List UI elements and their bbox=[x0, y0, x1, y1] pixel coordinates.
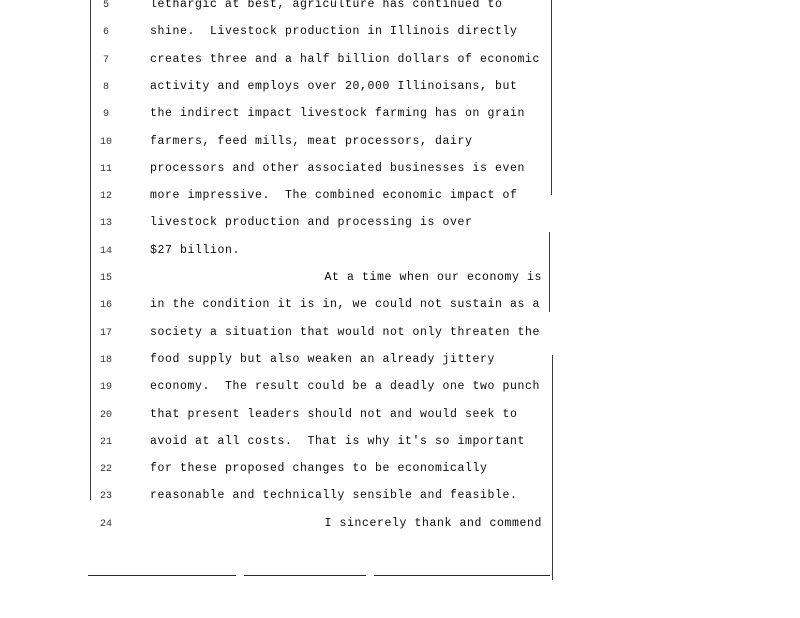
transcript-line bbox=[0, 53, 560, 73]
line-number: 19 bbox=[99, 382, 112, 394]
transcript-line bbox=[0, 162, 560, 182]
transcript-line bbox=[0, 380, 560, 400]
line-text: more impressive. The combined economic impact of bbox=[150, 189, 518, 203]
line-text: I sincerely thank and commend bbox=[324, 516, 542, 530]
line-number: 21 bbox=[99, 436, 112, 448]
line-text: $27 billion. bbox=[150, 243, 241, 257]
bottom-rule bbox=[88, 575, 236, 576]
line-text: food supply but also weaken an already jittery bbox=[150, 352, 496, 366]
transcript-line bbox=[0, 353, 560, 373]
line-text: lethargic at best, agriculture has continued to bbox=[150, 0, 503, 11]
line-number: 8 bbox=[102, 81, 109, 93]
line-number: 24 bbox=[99, 518, 112, 530]
line-text: in the condition it is in, we could not sustain as a bbox=[150, 298, 541, 312]
line-number: 9 bbox=[102, 109, 109, 121]
line-number: 17 bbox=[99, 327, 112, 339]
line-number: 13 bbox=[99, 218, 112, 230]
transcript-line bbox=[0, 189, 560, 209]
line-text: society a situation that would not only threaten the bbox=[150, 325, 541, 339]
transcript-line bbox=[0, 271, 560, 291]
line-number: 11 bbox=[99, 163, 112, 175]
line-text: livestock production and processing is over bbox=[150, 216, 473, 230]
line-text: activity and employs over 20,000 Illinoisans, but bbox=[150, 79, 518, 93]
transcript-line bbox=[0, 298, 560, 318]
line-text: that present leaders should not and would seek to bbox=[150, 407, 518, 421]
line-text: for these proposed changes to be economically bbox=[150, 462, 488, 476]
line-text: processors and other associated businesses is even bbox=[150, 161, 526, 175]
line-text: the indirect impact livestock farming has on grain bbox=[150, 107, 526, 121]
line-number: 10 bbox=[99, 136, 112, 148]
line-number: 6 bbox=[102, 27, 109, 39]
line-number: 18 bbox=[99, 354, 112, 366]
transcript-line bbox=[0, 216, 560, 236]
line-number: 5 bbox=[102, 0, 109, 11]
transcript-line bbox=[0, 517, 560, 537]
line-number: 23 bbox=[99, 491, 112, 503]
transcript-line bbox=[0, 135, 560, 155]
line-text: avoid at all costs. That is why it's so important bbox=[150, 434, 526, 448]
line-number: 12 bbox=[99, 191, 112, 203]
line-number: 22 bbox=[99, 464, 112, 476]
line-text: shine. Livestock production in Illinois directly bbox=[150, 25, 518, 39]
line-text: creates three and a half billion dollars of economic bbox=[150, 52, 541, 66]
line-text: At a time when our economy is bbox=[324, 271, 542, 284]
bottom-rule bbox=[244, 575, 366, 576]
line-number: 15 bbox=[99, 273, 112, 284]
transcript-line bbox=[0, 25, 560, 45]
transcript-line bbox=[0, 435, 560, 455]
line-number: 7 bbox=[102, 54, 109, 66]
line-number: 16 bbox=[99, 300, 112, 312]
transcript-line bbox=[0, 462, 560, 482]
transcript-line bbox=[0, 107, 560, 127]
transcript-line bbox=[0, 408, 560, 428]
line-text: economy. The result could be a deadly one two punch bbox=[150, 380, 541, 394]
line-number: 20 bbox=[99, 409, 112, 421]
transcript-line bbox=[0, 244, 560, 264]
line-text: farmers, feed mills, meat processors, dairy bbox=[150, 134, 473, 148]
transcript-line bbox=[0, 80, 560, 100]
line-text: reasonable and technically sensible and feasible. bbox=[150, 489, 518, 503]
line-number: 14 bbox=[99, 245, 112, 257]
transcript-line bbox=[0, 0, 560, 18]
transcript-line bbox=[0, 326, 560, 346]
transcript-line bbox=[0, 489, 560, 509]
bottom-rule bbox=[374, 575, 550, 576]
